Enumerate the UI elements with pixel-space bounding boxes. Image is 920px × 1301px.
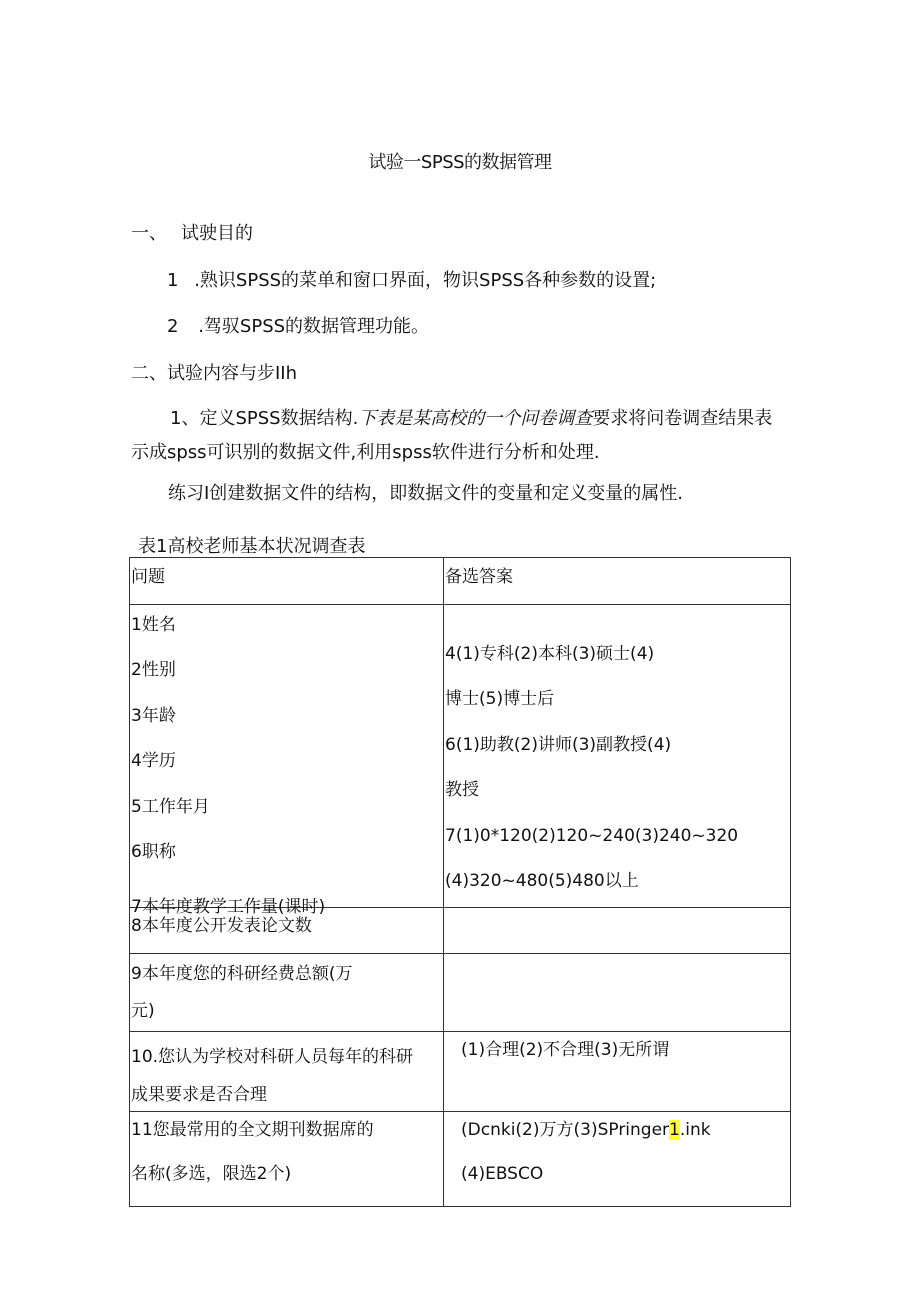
block-questions-cell [130,604,444,917]
row11-question-line-1: 11您最常用的全文期刊数据席的 [131,1120,374,1140]
answer-line-1: 4(1)专科(2)本科(3)硕士(4) [445,643,655,664]
row11-answer [444,1112,790,1196]
exercise-text: 练习I创建数据文件的结构，即数据文件的变量和定义变量的属性. [168,483,684,504]
table-row-10 [130,1032,791,1112]
header-cell-answer [444,558,791,605]
question-7: 7本年度教学工作量(课时) [131,896,326,917]
row8-question-cell [130,907,444,954]
row8-answer-cell [444,907,791,954]
row11-answer-line-2: (4)EBSCO [461,1164,544,1184]
survey-table [129,557,791,1207]
header-question: 问题 [131,567,165,587]
header-cell-question [130,558,444,605]
answer-line-6: (4)320~480(5)480以上 [445,871,639,891]
row9-question-line-1: 9本年度您的科研经费总额(万 [131,964,353,984]
table-row-9 [130,954,791,1032]
block-questions [130,605,443,917]
row11-answer-line-1 [461,1112,790,1154]
row9-answer-cell [444,954,791,1032]
purpose-item-2-text: .驾驭SPSS的数据管理功能。 [198,316,430,337]
row10-answer: (1)合理(2)不合理(3)无所谓 [461,1040,670,1060]
purpose-item-1-text: .熟识SPSS的菜单和窗口界面，物识SPSS各种参数的设置; [194,270,657,291]
paragraph-1-prefix: 1、定义SPSS数据结构. [170,408,359,429]
row9-question [130,954,443,1030]
row11-answer-pre: (Dcnki(2)万方(3)SPringer [461,1120,670,1140]
paragraph-1-line-1 [170,404,772,430]
question-5: 5工作年月 [131,796,210,817]
row10-question [130,1032,443,1110]
answer-line-5: 7(1)0*120(2)120~240(3)240~320 [445,825,739,846]
row9-question-cell [130,954,444,1032]
question-6: 6职称 [131,842,176,862]
row11-question-cell [130,1112,444,1207]
row11-answer-cell [444,1112,791,1207]
table-caption: 表1高校老师基本状况调查表 [138,536,366,557]
answer-line-2: 博士(5)博士后 [445,689,555,709]
table-row-8 [130,907,791,954]
paragraph-1-italic: 下表是某高校的一个问卷调查 [358,408,593,429]
row10-answer-cell [444,1032,791,1112]
block-answers [444,605,790,907]
question-4: 4学历 [131,751,176,771]
paragraph-1-suffix: 要求将问卷调查结果表 [592,408,773,429]
section1-heading: 试驶目的 [181,223,253,244]
purpose-item-1-number: 1 [167,270,179,291]
document-title: 试验一SPSS的数据管理 [368,152,552,173]
section2-heading: 二、试验内容与步IIh [131,363,298,384]
table-header-row [130,558,791,605]
row8-answer [444,908,790,954]
row10-question-line-1: 10.您认为学校对科研人员每年的科研 [131,1047,414,1067]
question-2: 2性别 [131,660,176,680]
section1-number: 一、 [131,223,167,244]
question-1: 1姓名 [131,614,176,635]
row10-question-line-2: 成果要求是否合理 [131,1085,267,1105]
header-answer: 备选答案 [445,567,513,587]
block-answers-cell [444,604,791,907]
highlight-mark: 1 [669,1120,680,1140]
question-3: 3年龄 [131,705,176,726]
paragraph-1-line-2: 示成spss可识别的数据文件,利用spss软件进行分析和处理. [131,442,600,463]
row8-question: 8本年度公开发表论文数 [131,915,312,936]
table-row-block [130,604,791,907]
row9-answer [444,954,790,1000]
answer-line-3: 6(1)助教(2)讲师(3)副教授(4) [445,734,672,755]
answer-line-4: 教授 [445,780,479,800]
row11-question-line-2: 名称(多选，限选2个) [131,1164,292,1184]
row9-question-line-2: 元) [131,1001,155,1021]
table-row-11 [130,1112,791,1207]
row10-question-cell [130,1032,444,1112]
row11-question [130,1112,443,1196]
purpose-item-2 [167,312,429,338]
purpose-item-2-number: 2 [167,316,179,337]
purpose-item-1 [167,266,656,292]
row11-answer-post: .ink [679,1120,711,1140]
